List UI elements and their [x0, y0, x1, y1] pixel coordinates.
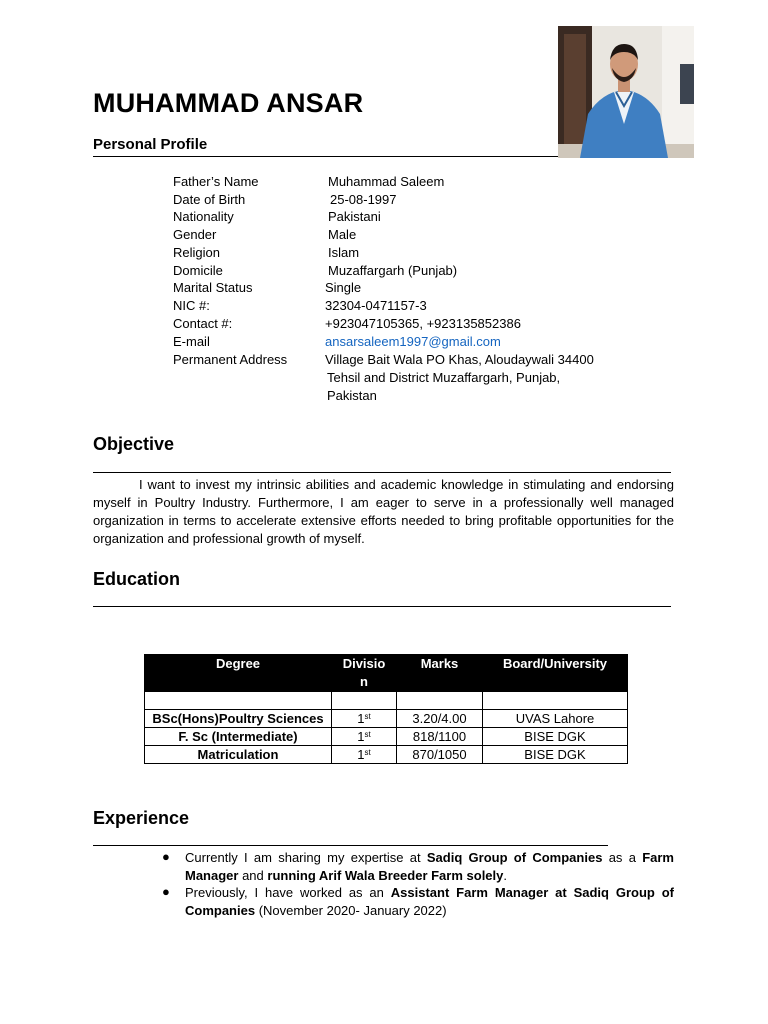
profile-value: Islam — [328, 245, 360, 260]
profile-value: 32304-0471157-3 — [325, 298, 427, 313]
division-suffix: st — [364, 748, 371, 757]
objective-divider — [93, 472, 671, 473]
marks-cell: 3.20/4.00 — [397, 710, 483, 728]
education-divider — [93, 606, 671, 607]
division-suffix: st — [364, 730, 371, 739]
profile-label: Date of Birth — [173, 192, 246, 207]
profile-label: Contact #: — [173, 316, 233, 331]
objective-heading: Objective — [93, 434, 175, 454]
profile-label: Father’s Name — [173, 174, 259, 189]
company-name: Sadiq Group of Companies — [426, 850, 603, 865]
education-table — [144, 654, 628, 764]
marks-cell: 870/1050 — [397, 746, 483, 764]
degree-cell: F. Sc (Intermediate) — [145, 728, 332, 746]
email-link[interactable]: ansarsaleem1997@gmail.com — [325, 334, 501, 349]
board-header: Board/University — [483, 655, 628, 692]
experience-heading: Experience — [93, 808, 190, 828]
job-title: Farm Manager — [185, 850, 674, 883]
profile-label: Gender — [173, 227, 217, 242]
division-value: 1 — [357, 711, 365, 726]
experience-item-previous: Previously, I have worked as an Assistant Farm Manager at Sadiq Group of Companies (November 2020- January 2022) — [185, 885, 675, 918]
profile-value: Muhammad Saleem — [328, 174, 445, 189]
profile-value: Pakistan — [327, 388, 377, 403]
profile-label: Religion — [173, 245, 220, 260]
division-header-part1: Divisio — [342, 656, 386, 671]
objective-text: I want to invest my intrinsic abilities and academic knowledge in stimulating and endorsing myself in Poultry Industry. Furthermore, I am eager to serve in a professionally well managed organization in terms to accelerate extensive efforts needed to bring profitable opportunities for the organization and professional growth of myself. — [93, 477, 674, 546]
table-empty-row — [145, 692, 628, 710]
experience-item-current: Currently I am sharing my expertise at Sadiq Group of Companies as a Farm Manager and running Arif Wala Breeder Farm solely. — [185, 850, 674, 883]
degree-cell: Matriculation — [145, 746, 332, 764]
profile-label: NIC #: — [173, 298, 210, 313]
responsibility: running Arif Wala Breeder Farm solely — [267, 868, 504, 883]
board-cell: BISE DGK — [483, 746, 628, 764]
education-heading: Education — [93, 569, 181, 589]
profile-value: Tehsil and District Muzaffargarh, Punjab, — [327, 370, 561, 385]
marks-cell: 818/1100 — [397, 728, 483, 746]
table-header-row — [145, 655, 628, 692]
profile-value: 25-08-1997 — [330, 192, 397, 207]
degree-header: Degree — [145, 655, 332, 692]
table-row — [145, 728, 628, 746]
board-cell: UVAS Lahore — [483, 710, 628, 728]
profile-value: Single — [325, 280, 362, 295]
previous-role: Assistant Farm Manager at Sadiq Group of Companies — [185, 885, 675, 918]
profile-value: Pakistani — [328, 209, 381, 224]
bullet-icon: ● — [162, 849, 170, 864]
profile-label: E-mail — [173, 334, 210, 349]
candidate-name: MUHAMMAD ANSAR — [93, 88, 364, 118]
bullet-icon: ● — [162, 884, 170, 899]
profile-photo — [558, 26, 694, 158]
division-value: 1 — [357, 729, 365, 744]
division-cell — [332, 728, 397, 746]
profile-label: Nationality — [173, 209, 234, 224]
profile-value: Male — [328, 227, 357, 242]
table-row — [145, 710, 628, 728]
profile-value: +923047105365, +923135852386 — [325, 316, 521, 331]
division-cell — [332, 746, 397, 764]
personal-profile-divider — [93, 156, 558, 157]
profile-label: Marital Status — [173, 280, 253, 295]
marks-header: Marks — [397, 655, 483, 692]
division-suffix: st — [364, 712, 371, 721]
profile-label: Domicile — [173, 263, 223, 278]
division-cell — [332, 710, 397, 728]
profile-value: Muzaffargarh (Punjab) — [328, 263, 458, 278]
table-row — [145, 746, 628, 764]
experience-divider — [93, 845, 608, 846]
board-cell: BISE DGK — [483, 728, 628, 746]
profile-label: Permanent Address — [173, 352, 288, 367]
degree-cell: BSc(Hons)Poultry Sciences — [145, 710, 332, 728]
division-header-part2: n — [360, 674, 368, 689]
division-value: 1 — [357, 747, 365, 762]
profile-value: Village Bait Wala PO Khas, Aloudaywali 34400 — [325, 352, 594, 367]
division-header — [332, 655, 397, 692]
personal-profile-heading: Personal Profile — [93, 136, 208, 153]
